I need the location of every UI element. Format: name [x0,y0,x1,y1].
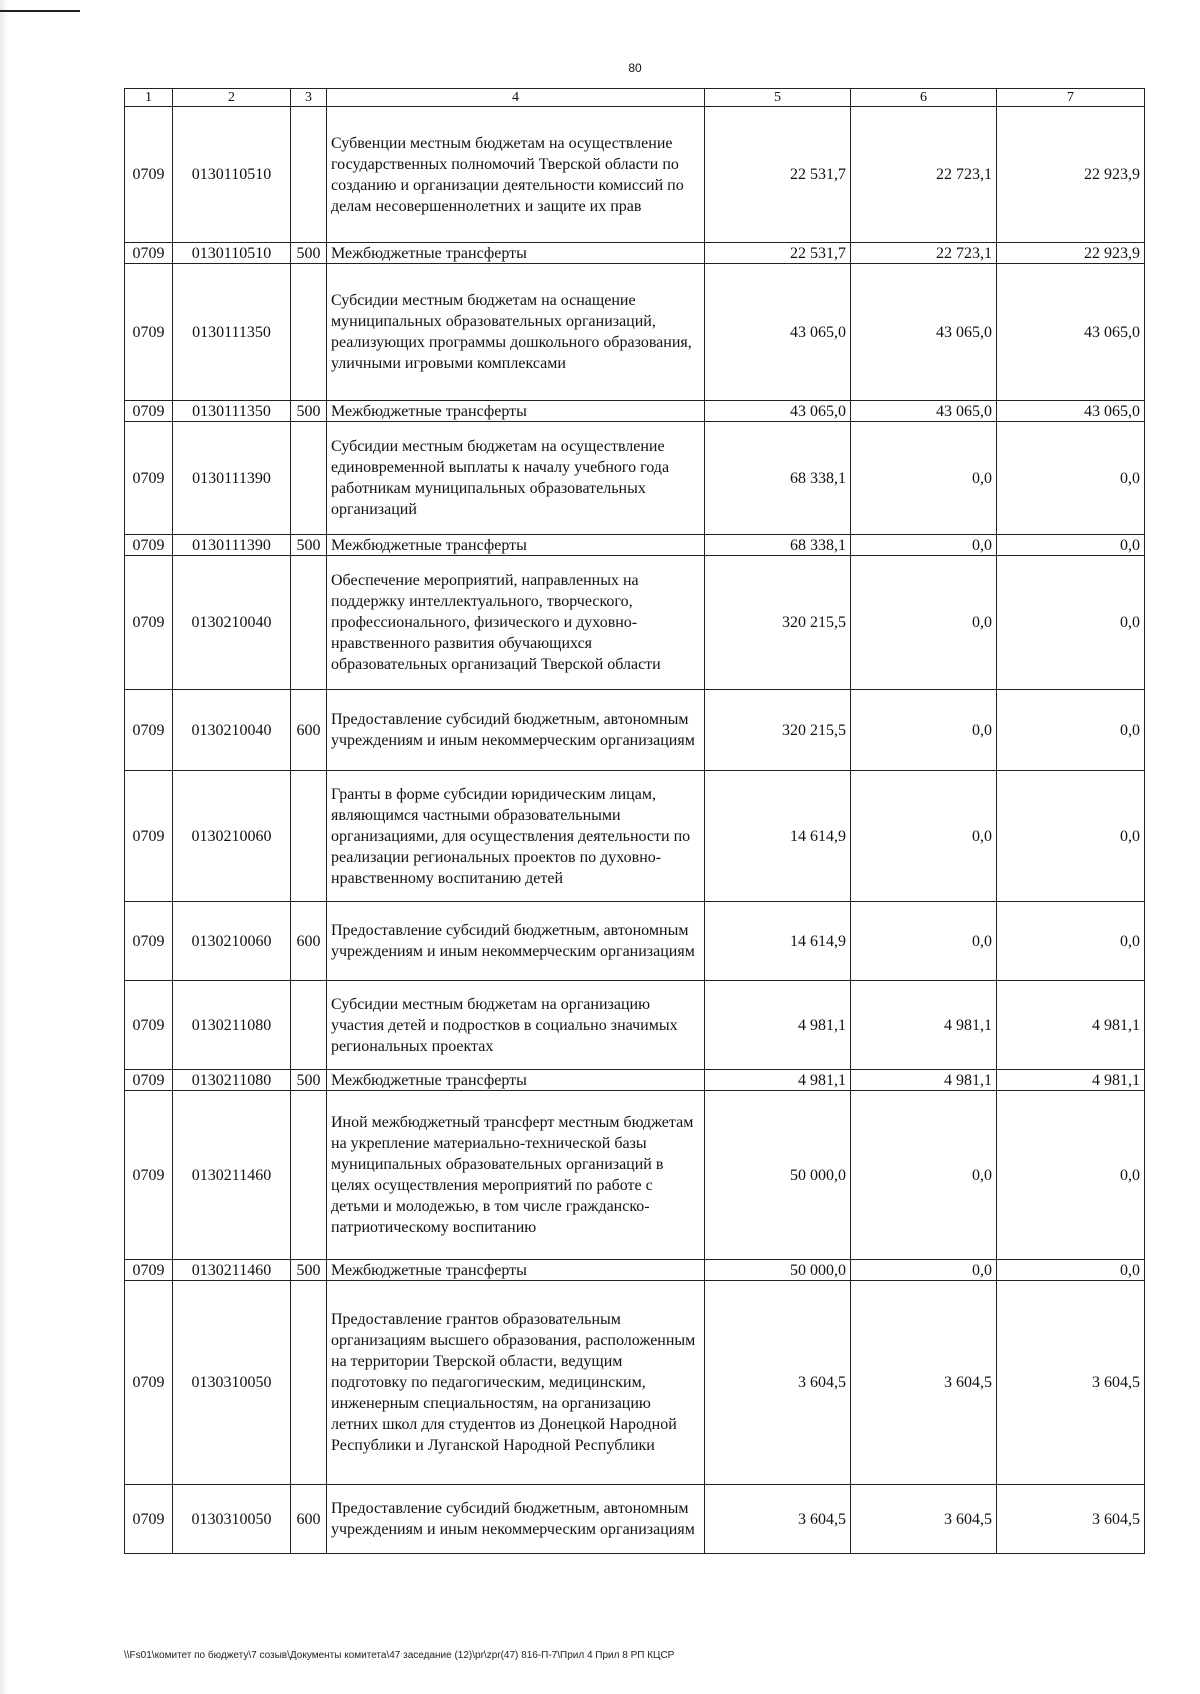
amount-col5: 68 338,1 [705,422,851,535]
description: Предоставление грантов образовательным организациям высшего образования, расположенным на территории Тверской области, ведущим подготовку по педагогическим, медицинским, инженерным специальностям, на организацию летних школ для студентов из Донецкой Народной Республики и Луганской Народной Республики [327,1281,705,1485]
expense-type-code [291,1281,327,1485]
amount-col6: 43 065,0 [851,264,997,401]
target-article-code: 0130110510 [173,107,291,243]
description: Иной межбюджетный трансферт местным бюджетам на укрепление материально-технической базы муниципальных образовательных организаций в целях осуществления мероприятий по работе с детьми и молодежью, в том числе гражданско-патриотическому воспитанию [327,1091,705,1260]
table-row [125,1070,1145,1091]
target-article-code: 0130211460 [173,1091,291,1260]
target-article-code: 0130310050 [173,1485,291,1554]
target-article-code: 0130110510 [173,243,291,264]
table-row [125,243,1145,264]
section-code: 0709 [125,1281,173,1485]
amount-col5: 3 604,5 [705,1281,851,1485]
scan-edge [0,0,8,1694]
description: Субсидии местным бюджетам на оснащение муниципальных образовательных организаций, реализующих программы дошкольного образования, уличными игровыми комплексами [327,264,705,401]
section-code: 0709 [125,401,173,422]
amount-col7: 0,0 [997,690,1145,771]
section-code: 0709 [125,243,173,264]
section-code: 0709 [125,1091,173,1260]
section-code: 0709 [125,535,173,556]
expense-type-code: 500 [291,1260,327,1281]
table-row [125,1260,1145,1281]
section-code: 0709 [125,771,173,902]
target-article-code: 0130111350 [173,264,291,401]
amount-col7: 0,0 [997,1091,1145,1260]
amount-col6: 0,0 [851,690,997,771]
table-row [125,1485,1145,1554]
amount-col5: 22 531,7 [705,243,851,264]
amount-col5: 43 065,0 [705,264,851,401]
table-row [125,1091,1145,1260]
description: Предоставление субсидий бюджетным, автономным учреждениям и иным некоммерческим организациям [327,902,705,981]
amount-col5: 320 215,5 [705,556,851,690]
amount-col5: 14 614,9 [705,902,851,981]
amount-col6: 43 065,0 [851,401,997,422]
expense-type-code [291,422,327,535]
section-code: 0709 [125,1070,173,1091]
description: Субвенции местным бюджетам на осуществление государственных полномочий Тверской области по созданию и организации деятельности комиссий по делам несовершеннолетних и защите их прав [327,107,705,243]
expense-type-code: 600 [291,1485,327,1554]
expense-type-code: 500 [291,1070,327,1091]
section-code: 0709 [125,1260,173,1281]
amount-col7: 4 981,1 [997,981,1145,1070]
amount-col6: 4 981,1 [851,981,997,1070]
header-cell: 6 [851,89,997,107]
amount-col6: 3 604,5 [851,1281,997,1485]
amount-col6: 0,0 [851,771,997,902]
target-article-code: 0130211080 [173,981,291,1070]
file-path-footer: \\Fs01\комитет по бюджету\7 созыв\Документы комитета\47 заседание (12)\pr\zpr(47) 816-П-7\Прил 4 Прил 8 РП КЦСР [124,1650,675,1661]
amount-col5: 50 000,0 [705,1091,851,1260]
target-article-code: 0130210060 [173,771,291,902]
amount-col6: 22 723,1 [851,243,997,264]
description: Субсидии местным бюджетам на осуществление единовременной выплаты к началу учебного года работникам муниципальных образовательных организаций [327,422,705,535]
expense-type-code: 600 [291,902,327,981]
header-cell: 1 [125,89,173,107]
header-cell: 4 [327,89,705,107]
amount-col5: 14 614,9 [705,771,851,902]
table-row [125,902,1145,981]
table-row [125,401,1145,422]
expense-type-code: 500 [291,243,327,264]
amount-col5: 68 338,1 [705,535,851,556]
amount-col7: 22 923,9 [997,107,1145,243]
target-article-code: 0130211080 [173,1070,291,1091]
section-code: 0709 [125,902,173,981]
expense-type-code: 500 [291,401,327,422]
amount-col5: 43 065,0 [705,401,851,422]
amount-col7: 0,0 [997,535,1145,556]
table-row [125,690,1145,771]
header-cell: 7 [997,89,1145,107]
amount-col6: 0,0 [851,535,997,556]
amount-col7: 0,0 [997,902,1145,981]
description: Предоставление субсидий бюджетным, автономным учреждениям и иным некоммерческим организациям [327,690,705,771]
table-row [125,771,1145,902]
header-cell: 5 [705,89,851,107]
target-article-code: 0130210040 [173,556,291,690]
target-article-code: 0130310050 [173,1281,291,1485]
budget-table [124,88,1145,1554]
expense-type-code: 500 [291,535,327,556]
amount-col7: 0,0 [997,1260,1145,1281]
description: Гранты в форме субсидии юридическим лицам, являющимся частными образовательными организациями, для осуществления деятельности по реализации региональных проектов по духовно-нравственному воспитанию детей [327,771,705,902]
table-row [125,422,1145,535]
table-header-row [125,89,1145,107]
amount-col6: 0,0 [851,422,997,535]
amount-col6: 0,0 [851,556,997,690]
target-article-code: 0130210040 [173,690,291,771]
amount-col7: 0,0 [997,422,1145,535]
description: Обеспечение мероприятий, направленных на поддержку интеллектуального, творческого, профессионального, физического и духовно-нравственного развития обучающихся образовательных организаций Тверской области [327,556,705,690]
scan-artifact-line [0,10,80,12]
amount-col6: 0,0 [851,1091,997,1260]
page-number: 80 [628,61,642,75]
description: Межбюджетные трансферты [327,1070,705,1091]
amount-col5: 4 981,1 [705,981,851,1070]
description: Межбюджетные трансферты [327,243,705,264]
expense-type-code [291,264,327,401]
header-cell: 3 [291,89,327,107]
section-code: 0709 [125,107,173,243]
table-row [125,535,1145,556]
amount-col5: 22 531,7 [705,107,851,243]
table-row [125,1281,1145,1485]
description: Предоставление субсидий бюджетным, автономным учреждениям и иным некоммерческим организациям [327,1485,705,1554]
amount-col7: 43 065,0 [997,264,1145,401]
description: Субсидии местным бюджетам на организацию участия детей и подростков в социально значимых региональных проектах [327,981,705,1070]
amount-col5: 4 981,1 [705,1070,851,1091]
amount-col6: 0,0 [851,902,997,981]
expense-type-code [291,771,327,902]
amount-col6: 3 604,5 [851,1485,997,1554]
amount-col7: 3 604,5 [997,1485,1145,1554]
table-row [125,264,1145,401]
section-code: 0709 [125,1485,173,1554]
amount-col7: 0,0 [997,556,1145,690]
section-code: 0709 [125,556,173,690]
amount-col6: 22 723,1 [851,107,997,243]
header-cell: 2 [173,89,291,107]
target-article-code: 0130111390 [173,535,291,556]
amount-col7: 4 981,1 [997,1070,1145,1091]
target-article-code: 0130211460 [173,1260,291,1281]
table-row [125,556,1145,690]
expense-type-code [291,981,327,1070]
amount-col7: 0,0 [997,771,1145,902]
section-code: 0709 [125,981,173,1070]
expense-type-code [291,107,327,243]
expense-type-code: 600 [291,690,327,771]
target-article-code: 0130210060 [173,902,291,981]
target-article-code: 0130111390 [173,422,291,535]
expense-type-code [291,556,327,690]
description: Межбюджетные трансферты [327,401,705,422]
amount-col5: 50 000,0 [705,1260,851,1281]
amount-col6: 4 981,1 [851,1070,997,1091]
section-code: 0709 [125,422,173,535]
amount-col7: 3 604,5 [997,1281,1145,1485]
section-code: 0709 [125,264,173,401]
amount-col6: 0,0 [851,1260,997,1281]
amount-col5: 3 604,5 [705,1485,851,1554]
description: Межбюджетные трансферты [327,1260,705,1281]
table-row [125,107,1145,243]
description: Межбюджетные трансферты [327,535,705,556]
amount-col7: 22 923,9 [997,243,1145,264]
section-code: 0709 [125,690,173,771]
expense-type-code [291,1091,327,1260]
amount-col7: 43 065,0 [997,401,1145,422]
amount-col5: 320 215,5 [705,690,851,771]
target-article-code: 0130111350 [173,401,291,422]
table-row [125,981,1145,1070]
